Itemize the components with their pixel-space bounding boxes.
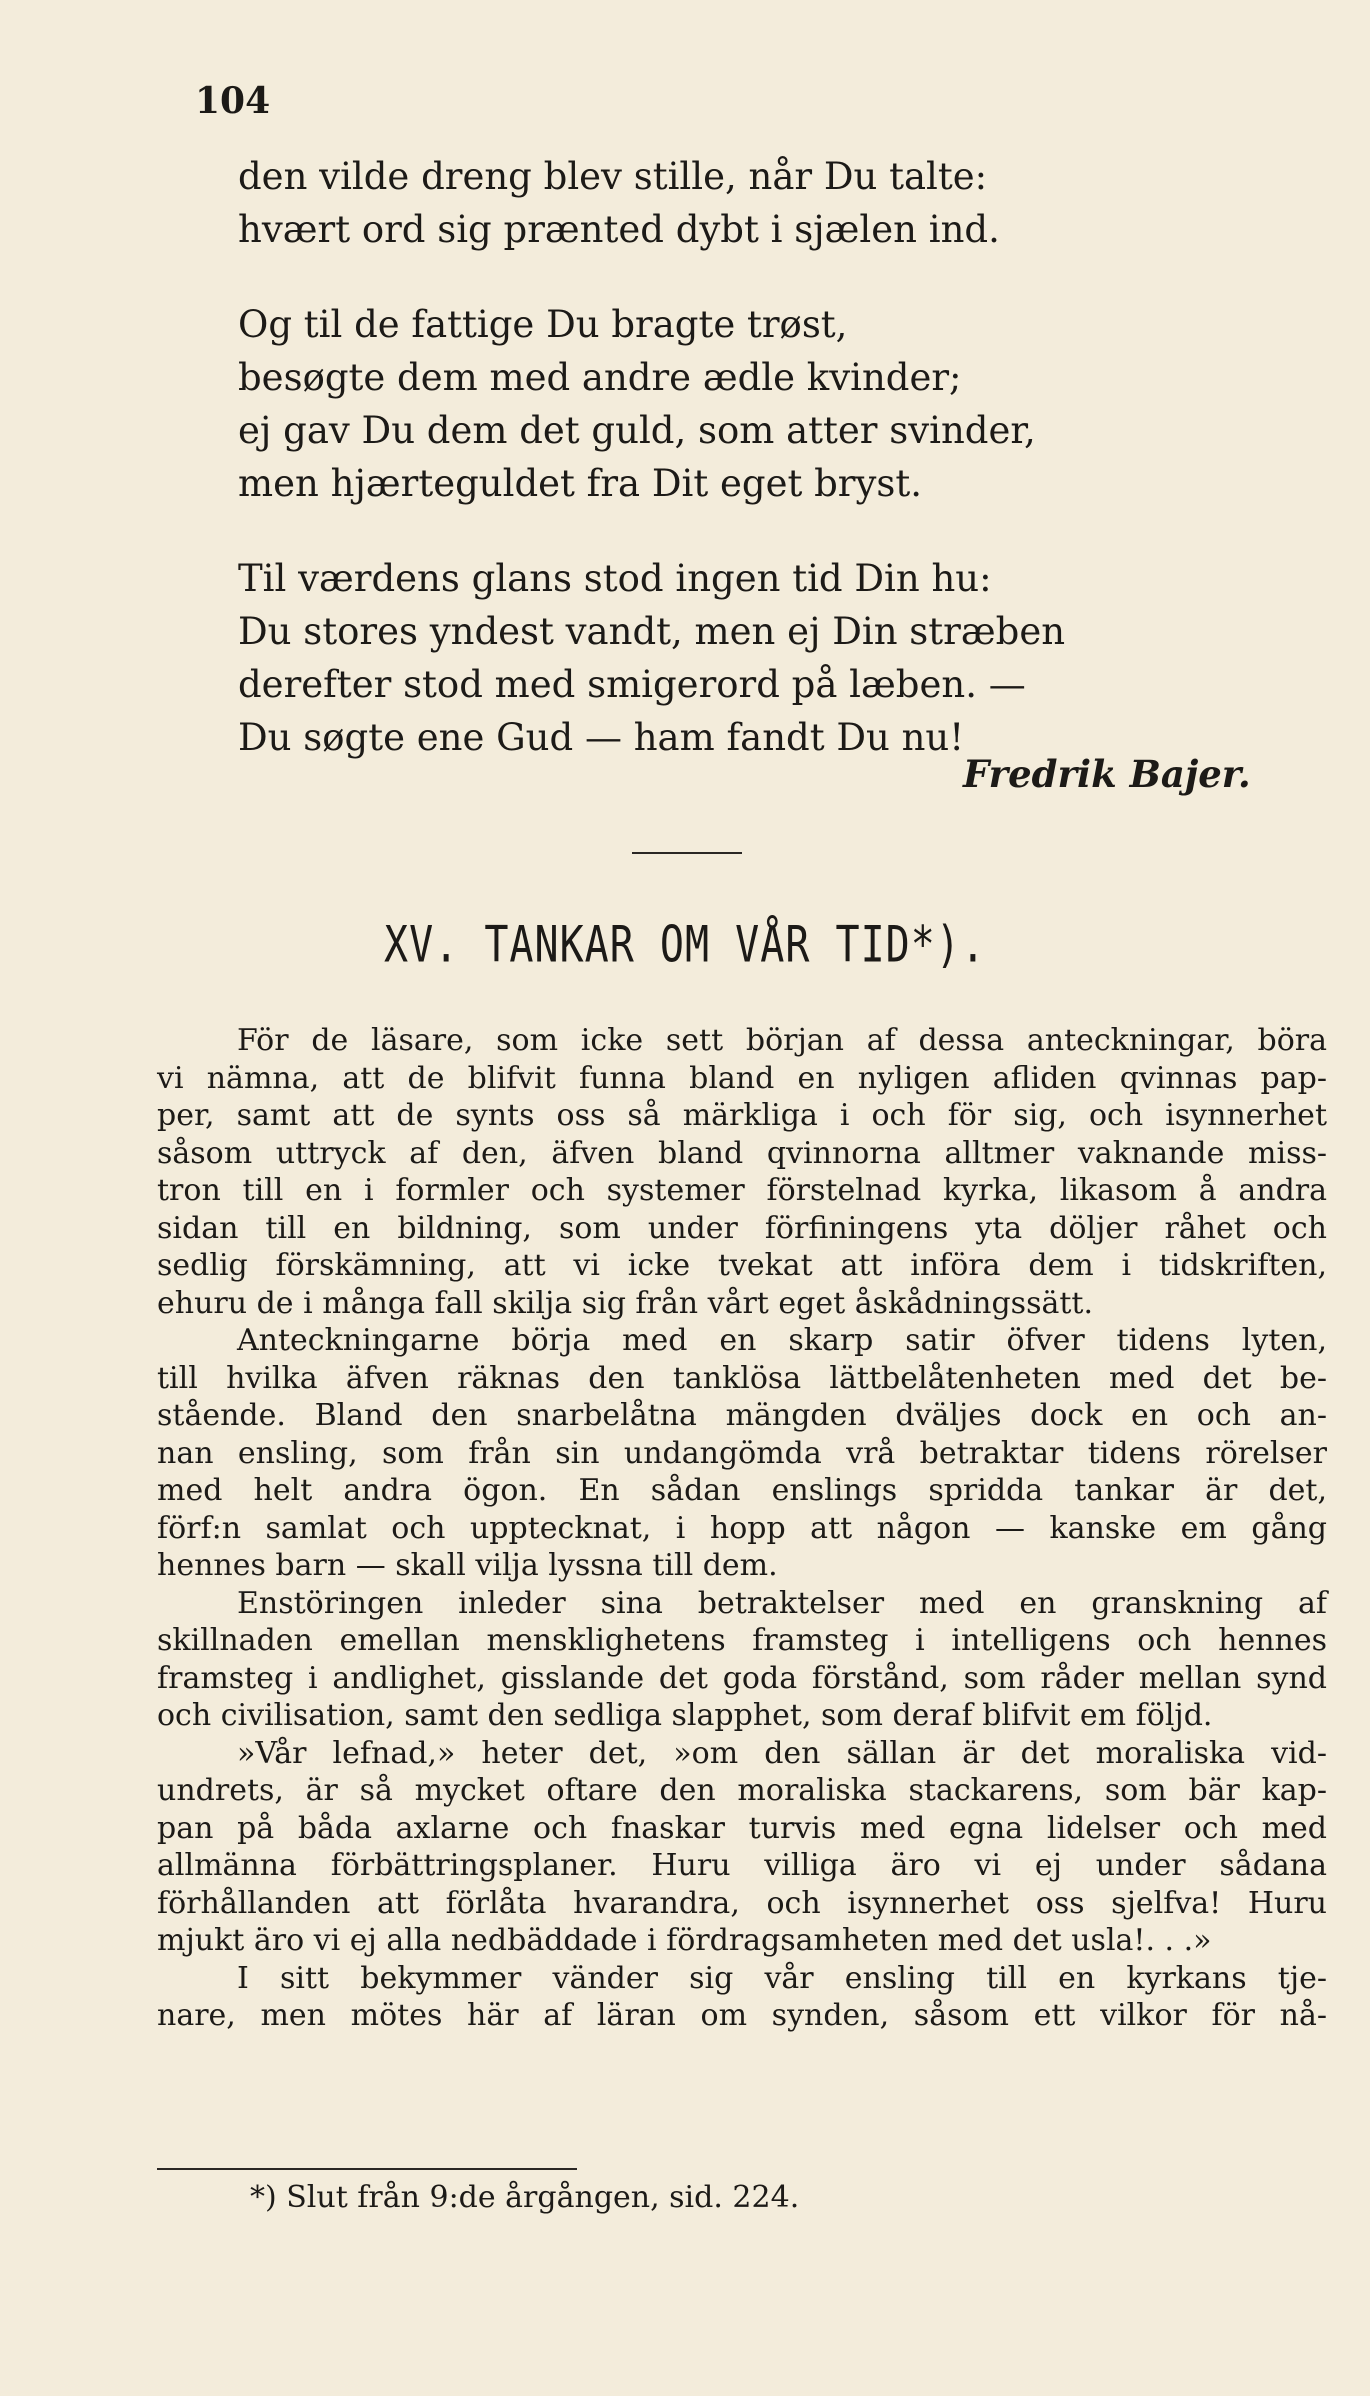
poem-line: Til værdens glans stod ingen tid Din hu: [238, 557, 992, 600]
poem-line: Og til de fattige Du bragte trøst, [238, 303, 848, 346]
body-line: sidan till en bildning, som under förfiningens yta döljer råhet och [157, 1210, 1327, 1246]
poem-signature: Fredrik Bajer. [963, 752, 1251, 796]
poem-line: derefter stod med smigerord på læben. — [238, 663, 1026, 706]
poem-line: besøgte dem med andre ædle kvinder; [238, 356, 962, 399]
body-line: vi nämna, att de blifvit funna bland en nyligen afliden qvinnas pap- [157, 1060, 1327, 1096]
poem [238, 150, 1238, 806]
body-line: Anteckningarne börja med en skarp satir öfver tidens lyten, [237, 1323, 1327, 1358]
body-line: förhållanden att förlåta hvarandra, och isynnerhet oss sjelfva! Huru [157, 1885, 1327, 1921]
poem-line: Du stores yndest vandt, men ej Din stræben [238, 610, 1066, 653]
body-line: såsom uttryck af den, äfven bland qvinnorna alltmer vaknande miss- [157, 1135, 1327, 1171]
body-line: och civilisation, samt den sedliga slapphet, som deraf blifvit em följd. [157, 1698, 1213, 1733]
poem-line: men hjærteguldet fra Dit eget bryst. [238, 462, 922, 505]
body-line: stående. Bland den snarbelåtna mängden dväljes dock en och an- [157, 1398, 1327, 1433]
body-line: I sitt bekymmer vänder sig vår ensling till en kyrkans tje- [237, 1960, 1327, 1996]
body-line: Enstöringen inleder sina betraktelser med en granskning af [237, 1585, 1327, 1621]
body-line: sedlig förskämning, att vi icke tvekat att införa dem i tidskriften, [157, 1248, 1327, 1283]
body-line: förf:n samlat och upptecknat, i hopp att någon — kanske em gång [157, 1510, 1327, 1546]
poem-stanza [238, 150, 1238, 256]
body-line: mjukt äro vi ej alla nedbäddade i fördragsamheten med det usla!. . .» [157, 1923, 1212, 1958]
poem-stanza [238, 552, 1238, 764]
body-line: För de läsare, som icke sett början af dessa anteckningar, böra [237, 1023, 1327, 1058]
section-heading: XV. TANKAR OM VÅR TID*). [384, 916, 986, 974]
body-line: tron till en i formler och systemer förstelnad kyrka, likasom å andra [157, 1173, 1327, 1208]
body-text [157, 1022, 1327, 2035]
body-line: nare, men mötes här af läran om synden, såsom ett vilkor för nå- [157, 1998, 1327, 2033]
body-line: framsteg i andlighet, gisslande det goda förstånd, som råder mellan synd [157, 1660, 1327, 1696]
body-line: skillnaden emellan mensklighetens framsteg i intelligens och hennes [157, 1623, 1327, 1658]
poem-line: ej gav Du dem det guld, som atter svinder, [238, 409, 1036, 452]
body-line: undrets, är så mycket oftare den moraliska stackarens, som bär kap- [157, 1773, 1327, 1808]
poem-line: den vilde dreng blev stille, når Du talte: [238, 155, 988, 198]
body-line: med helt andra ögon. En sådan enslings spridda tankar är det, [157, 1473, 1327, 1508]
poem-line: Du søgte ene Gud — ham fandt Du nu! [238, 716, 965, 759]
body-line: per, samt att de synts oss så märkliga i och för sig, och isynnerhet [157, 1098, 1327, 1133]
section-divider [632, 852, 742, 854]
body-line: pan på båda axlarne och fnaskar turvis med egna lidelser och med [157, 1810, 1327, 1846]
body-line: nan ensling, som från sin undangömda vrå betraktar tidens rörelser [157, 1435, 1327, 1471]
poem-line: hvært ord sig prænted dybt i sjælen ind. [238, 208, 1000, 251]
poem-stanza [238, 298, 1238, 510]
footnote-divider [157, 2168, 577, 2170]
footnote: *) Slut från 9:de årgången, sid. 224. [250, 2180, 800, 2215]
body-line: till hvilka äfven räknas den tanklösa lättbelåtenheten med det be- [157, 1360, 1327, 1396]
body-line: ehuru de i många fall skilja sig från vårt eget åskådningssätt. [157, 1285, 1094, 1321]
body-line: allmänna förbättringsplaner. Huru villiga äro vi ej under sådana [157, 1848, 1327, 1883]
body-line: »Vår lefnad,» heter det, »om den sällan är det moraliska vid- [237, 1735, 1327, 1771]
body-line: hennes barn — skall vilja lyssna till dem. [157, 1548, 778, 1583]
page-number: 104 [195, 80, 271, 122]
